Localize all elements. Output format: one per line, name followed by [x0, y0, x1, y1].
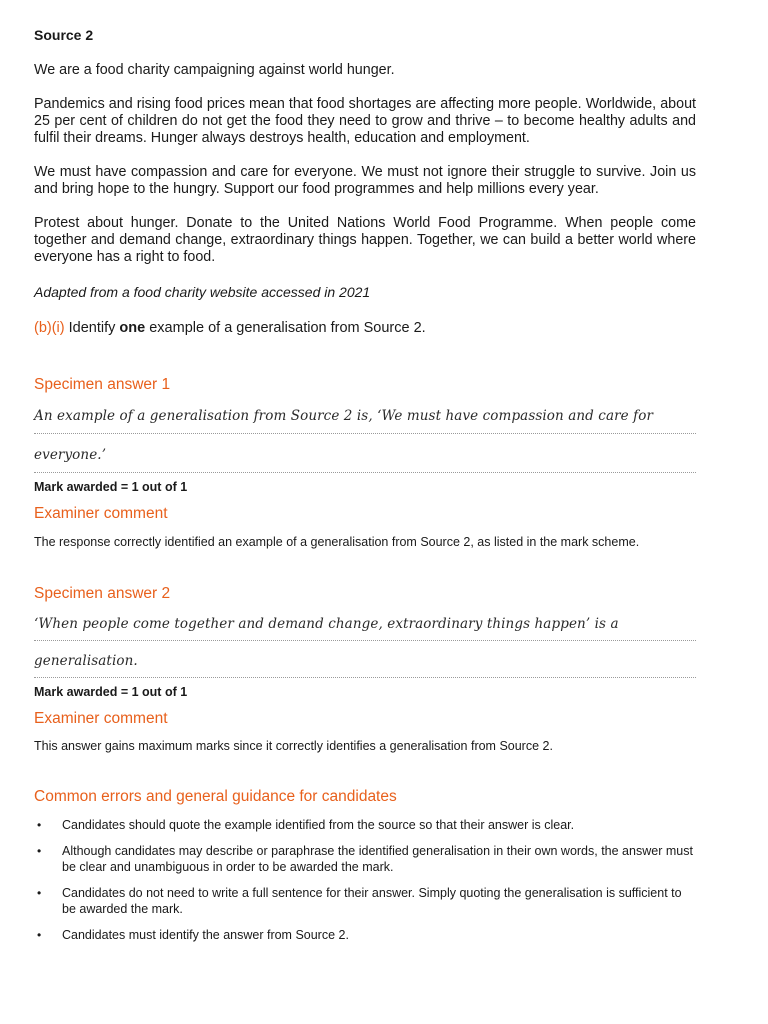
- source-attribution: Adapted from a food charity website accessed in 2021: [34, 284, 371, 300]
- guidance-item-text: Although candidates may describe or paraphrase the identified generalisation in their own words, the answer must be clear and unambiguous in order to be awarded the mark.: [62, 844, 693, 874]
- bullet-icon: •: [37, 818, 42, 832]
- specimen-answer-2-line-1: ‘When people come together and demand change, extraordinary things happen’ is a: [34, 616, 619, 632]
- answer-rule: [34, 677, 696, 678]
- specimen-answer-1-line-1: An example of a generalisation from Source 2 is, ‘We must have compassion and care for: [34, 408, 654, 424]
- bullet-icon: •: [37, 844, 42, 858]
- source-paragraph-4: Protest about hunger. Donate to the United Nations World Food Programme. When people come together and demand change, extraordinary things happen. Together, we can build a better world where everyone has a right to food.: [34, 215, 696, 265]
- source-paragraph-3: We must have compassion and care for everyone. We must not ignore their struggle to survive. Join us and bring hope to the hungry. Support our food programmes and help millions every year.: [34, 164, 696, 197]
- list-item: [34, 885, 696, 917]
- source-title: Source 2: [34, 27, 94, 43]
- answer-rule: [34, 433, 696, 434]
- guidance-heading: Common errors and general guidance for candidates: [34, 788, 397, 805]
- list-item: [34, 927, 696, 943]
- specimen-answer-2-line-2: generalisation.: [34, 653, 138, 669]
- guidance-item-text: Candidates must identify the answer from Source 2.: [62, 928, 349, 942]
- mark-awarded-2: Mark awarded = 1 out of 1: [34, 685, 188, 699]
- question-text-before: Identify: [68, 320, 116, 336]
- bullet-icon: •: [37, 928, 42, 942]
- examiner-comment-2-heading: Examiner comment: [34, 710, 168, 727]
- source-paragraph-1: We are a food charity campaigning against world hunger.: [34, 62, 395, 78]
- question-number: (b)(i): [34, 320, 65, 336]
- examiner-comment-1: The response correctly identified an example of a generalisation from Source 2, as listed in the mark scheme.: [34, 535, 640, 549]
- question-text-bold: one: [119, 320, 146, 336]
- list-item: [34, 817, 696, 833]
- examiner-comment-1-heading: Examiner comment: [34, 505, 168, 522]
- answer-rule: [34, 640, 696, 641]
- guidance-item-text: Candidates do not need to write a full sentence for their answer. Simply quoting the generalisation is sufficient to be awarded the mark.: [62, 886, 682, 916]
- specimen-answer-2-heading: Specimen answer 2: [34, 585, 171, 602]
- guidance-list: [34, 817, 696, 953]
- specimen-answer-1-heading: Specimen answer 1: [34, 376, 171, 393]
- specimen-answer-1-line-2: everyone.’: [34, 447, 107, 463]
- bullet-icon: •: [37, 886, 42, 900]
- mark-awarded-1: Mark awarded = 1 out of 1: [34, 480, 188, 494]
- question: [34, 320, 426, 336]
- source-paragraph-2: Pandemics and rising food prices mean that food shortages are affecting more people. Worldwide, about 25 per cent of children do not get the food they need to grow and thrive – to become healthy adults and fulfil their dreams. Hunger always destroys health, education and employment.: [34, 96, 696, 146]
- examiner-comment-2: This answer gains maximum marks since it correctly identifies a generalisation from Source 2.: [34, 739, 553, 753]
- answer-rule: [34, 472, 696, 473]
- guidance-item-text: Candidates should quote the example identified from the source so that their answer is clear.: [62, 818, 575, 832]
- list-item: [34, 843, 696, 875]
- question-text-after: example of a generalisation from Source 2.: [149, 320, 426, 336]
